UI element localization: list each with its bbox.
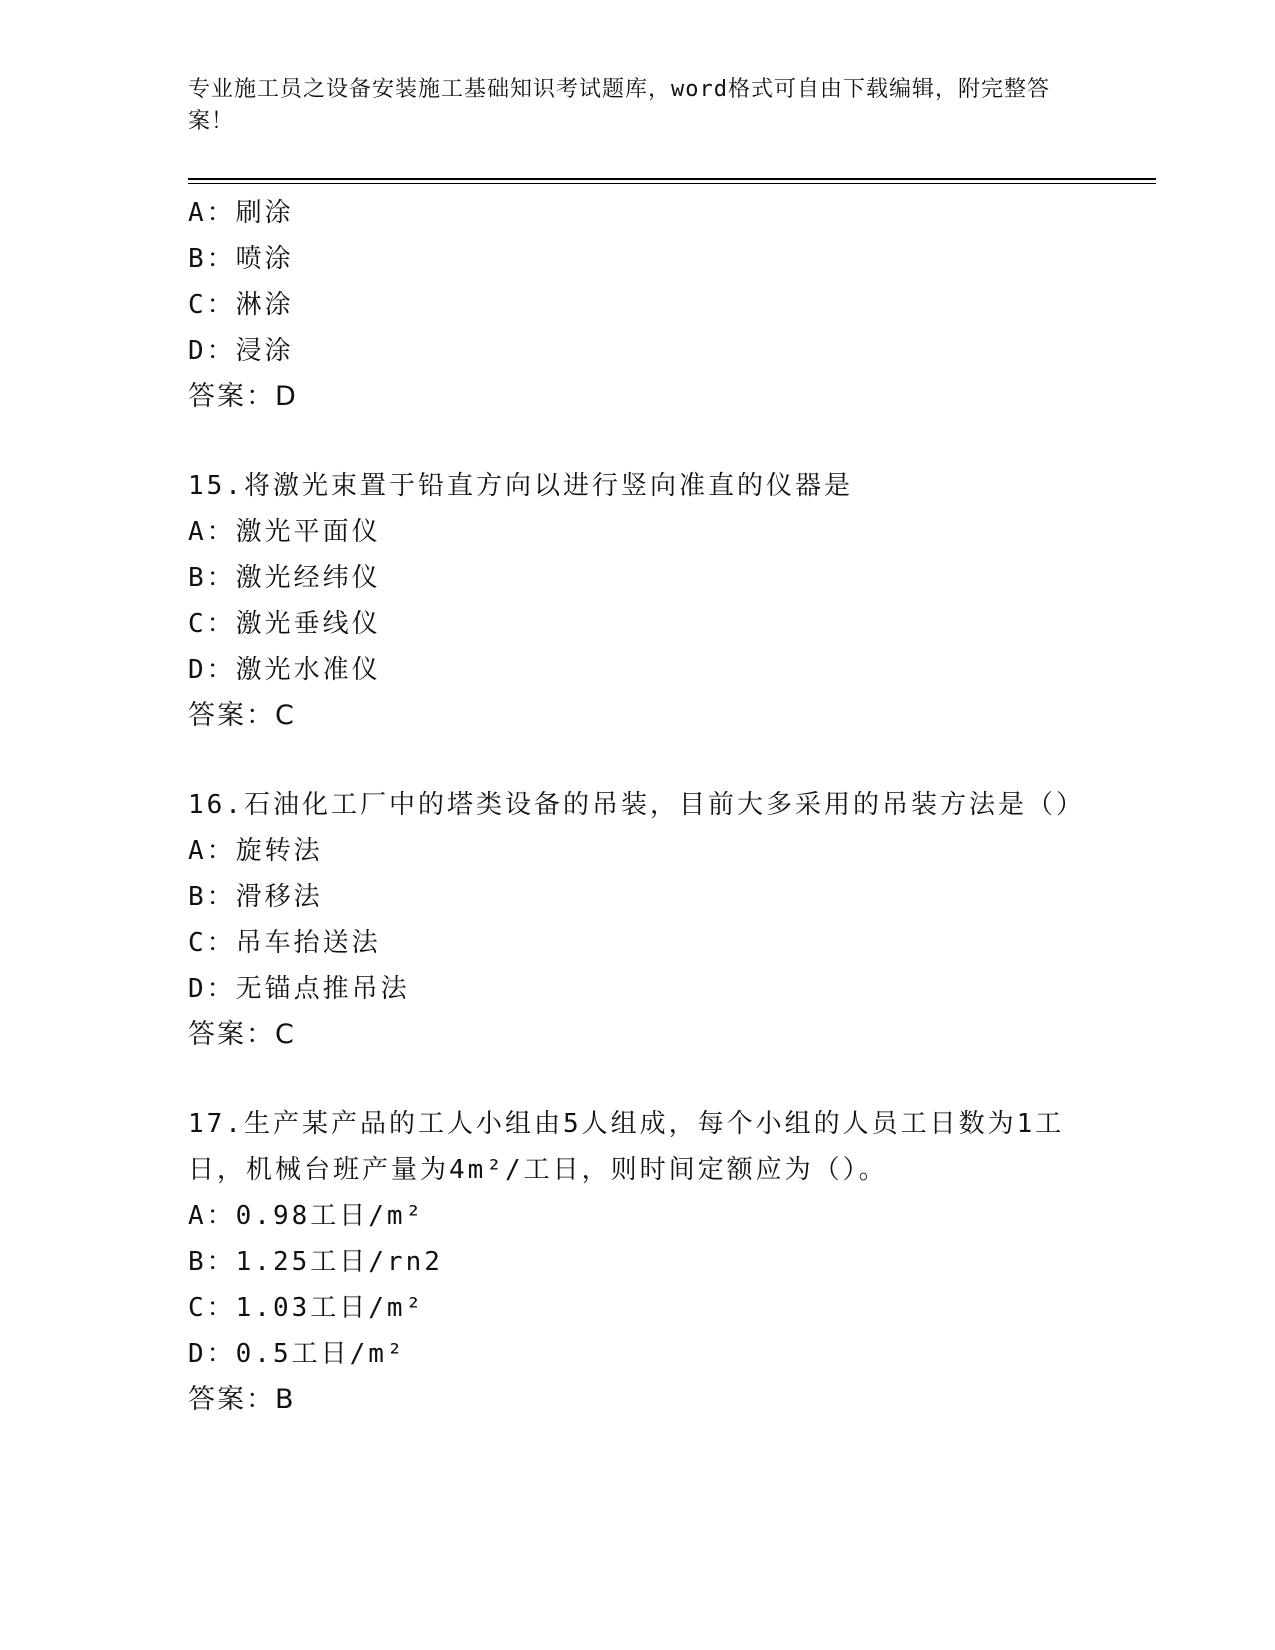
- option-label: B: [188, 244, 207, 274]
- option-d: D：浸涂: [188, 336, 294, 366]
- option-a: A：刷涂: [188, 198, 294, 228]
- question-17: [188, 1101, 1088, 1423]
- option-d: D：0.5工日/m²: [188, 1339, 406, 1369]
- question-partial: [188, 190, 1088, 420]
- option-c: C：淋涂: [188, 290, 294, 320]
- option-c: C：吊车抬送法: [188, 928, 381, 958]
- answer: 答案：B: [188, 1384, 296, 1415]
- document-header: 专业施工员之设备安装施工基础知识考试题库，word格式可自由下载编辑，附完整答案！: [188, 77, 1050, 134]
- header-rule-thin: [188, 183, 1156, 184]
- question-stem: 16.石油化工厂中的塔类设备的吊装，目前大多采用的吊装方法是（）: [188, 790, 1085, 820]
- option-b: B：1.25工日/rn2: [188, 1247, 443, 1277]
- answer: 答案：D: [188, 381, 298, 412]
- question-list: [188, 190, 1088, 1423]
- option-c: C：激光垂线仪: [188, 609, 381, 639]
- option-label: D: [188, 336, 207, 366]
- question-stem: 17.生产某产品的工人小组由5人组成，每个小组的人员工日数为1工日，机械台班产量为4m²/工日，则时间定额应为（）。: [188, 1109, 1065, 1185]
- option-text: 喷涂: [235, 244, 294, 274]
- option-a: A：旋转法: [188, 836, 323, 866]
- option-text: 淋涂: [235, 290, 294, 320]
- option-b: B：滑移法: [188, 882, 323, 912]
- option-text: 浸涂: [235, 336, 294, 366]
- question-15: [188, 463, 1088, 739]
- question-stem: 15.将激光束置于铅直方向以进行竖向准直的仪器是: [188, 471, 853, 501]
- option-text: 刷涂: [235, 198, 294, 228]
- option-a: A：激光平面仪: [188, 517, 381, 547]
- answer: 答案：C: [188, 1019, 296, 1050]
- answer: 答案：C: [188, 700, 296, 731]
- option-a: A：0.98工日/m²: [188, 1201, 425, 1231]
- option-d: D：无锚点推吊法: [188, 974, 410, 1004]
- option-label: A: [188, 198, 207, 228]
- option-label: C: [188, 290, 207, 320]
- option-d: D：激光水准仪: [188, 655, 381, 685]
- option-b: B：激光经纬仪: [188, 563, 381, 593]
- header-rule-thick: [188, 178, 1156, 180]
- option-b: B：喷涂: [188, 244, 294, 274]
- option-c: C：1.03工日/m²: [188, 1293, 425, 1323]
- question-16: [188, 782, 1088, 1058]
